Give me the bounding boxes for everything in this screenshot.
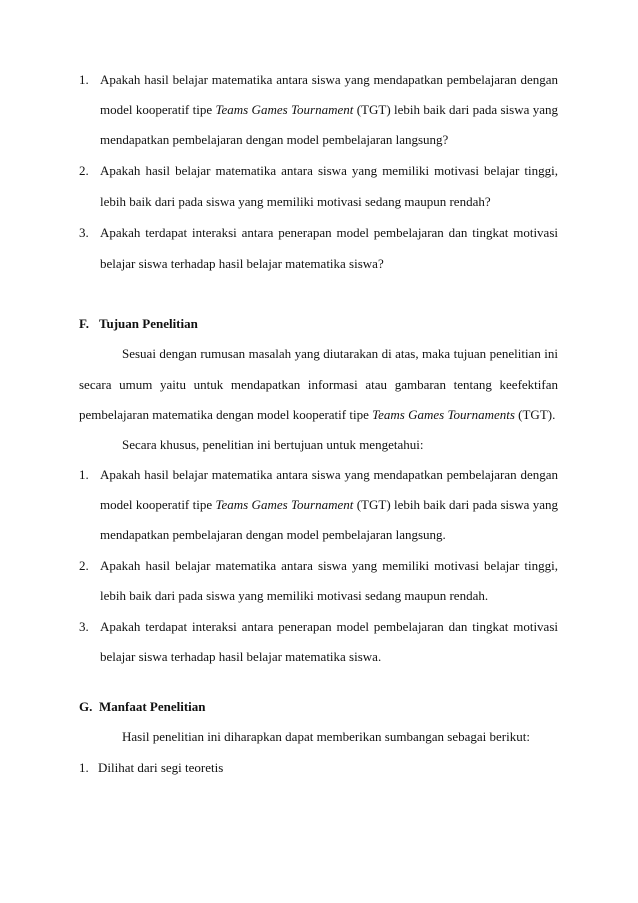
list-item-number: 3.: [79, 225, 89, 240]
line-text: belajar siswa terhadap hasil belajar matematika siswa?: [100, 256, 384, 271]
list-item-line: [100, 194, 491, 210]
line-text: model kooperatif tipe: [100, 102, 216, 117]
list-item-line: [100, 497, 558, 513]
list-item-line: [100, 132, 448, 148]
list-item-number: 2.: [79, 163, 89, 178]
line-text: (TGT) lebih baik dari pada siswa yang: [353, 497, 558, 512]
section-letter: G.: [79, 699, 93, 714]
list-item-line: [100, 467, 558, 483]
list-item-number: 1.: [79, 467, 89, 482]
line-text: (TGT) lebih baik dari pada siswa yang: [353, 102, 558, 117]
list-item-line: [100, 163, 558, 179]
line-text: model kooperatif tipe: [100, 497, 216, 512]
list-item-line: [100, 256, 384, 272]
italic-term: Teams Games Tournament: [215, 102, 354, 117]
italic-term: Teams Games Tournament: [215, 497, 354, 512]
section-heading: Tujuan Penelitian: [99, 316, 198, 331]
line-text: Secara khusus, penelitian ini bertujuan untuk mengetahui:: [122, 437, 424, 452]
line-text: pembelajaran matematika dengan model kooperatif tipe: [79, 407, 373, 422]
line-text: mendapatkan pembelajaran dengan model pembelajaran langsung?: [100, 132, 449, 147]
paragraph-line: [122, 346, 558, 362]
italic-term: Teams Games Tournaments: [372, 407, 515, 422]
list-item-line: [100, 558, 558, 574]
line-text: Apakah hasil belajar matematika antara siswa yang memiliki motivasi belajar tinggi,: [100, 558, 558, 573]
list-item-line: [100, 102, 558, 118]
list-item-line: [100, 588, 488, 604]
list-item-number: 1.: [79, 72, 89, 87]
paragraph-line: [122, 729, 530, 745]
line-text: Apakah hasil belajar matematika antara siswa yang mendapatkan pembelajaran dengan: [100, 467, 558, 482]
section-letter: F.: [79, 316, 89, 331]
list-item-number: 3.: [79, 619, 89, 634]
line-text: belajar siswa terhadap hasil belajar matematika siswa.: [100, 649, 382, 664]
line-text: Apakah terdapat interaksi antara penerapan model pembelajaran dan tingkat motivasi: [100, 619, 558, 634]
paragraph-line: [79, 377, 558, 393]
list-item-line: [100, 72, 558, 88]
section-heading: Manfaat Penelitian: [99, 699, 206, 714]
line-text: Apakah hasil belajar matematika antara siswa yang memiliki motivasi belajar tinggi,: [100, 163, 558, 178]
line-text: mendapatkan pembelajaran dengan model pembelajaran langsung.: [100, 527, 446, 542]
list-item-line: [100, 527, 446, 543]
line-text: Hasil penelitian ini diharapkan dapat memberikan sumbangan sebagai berikut:: [122, 729, 530, 744]
list-item-number: 2.: [79, 558, 89, 573]
line-text: Dilihat dari segi teoretis: [98, 760, 224, 775]
line-text: Apakah terdapat interaksi antara penerapan model pembelajaran dan tingkat motivasi: [100, 225, 558, 240]
list-item-line: [100, 225, 558, 241]
list-item-number: 1.: [79, 760, 89, 775]
paragraph-line: [79, 407, 555, 423]
line-text: lebih baik dari pada siswa yang memiliki motivasi sedang maupun rendah?: [100, 194, 491, 209]
line-text: Apakah hasil belajar matematika antara siswa yang mendapatkan pembelajaran dengan: [100, 72, 558, 87]
line-text: Sesuai dengan rumusan masalah yang diutarakan di atas, maka tujuan penelitian ini: [122, 346, 558, 361]
line-text: secara umum yaitu untuk mendapatkan informasi atau gambaran tentang keefektifan: [79, 377, 558, 392]
list-item-line: [100, 619, 558, 635]
line-text: (TGT).: [514, 407, 556, 422]
line-text: lebih baik dari pada siswa yang memiliki motivasi sedang maupun rendah.: [100, 588, 489, 603]
list-item-line: [100, 649, 381, 665]
paragraph-line: [122, 437, 423, 453]
list-item-line: [98, 760, 223, 776]
